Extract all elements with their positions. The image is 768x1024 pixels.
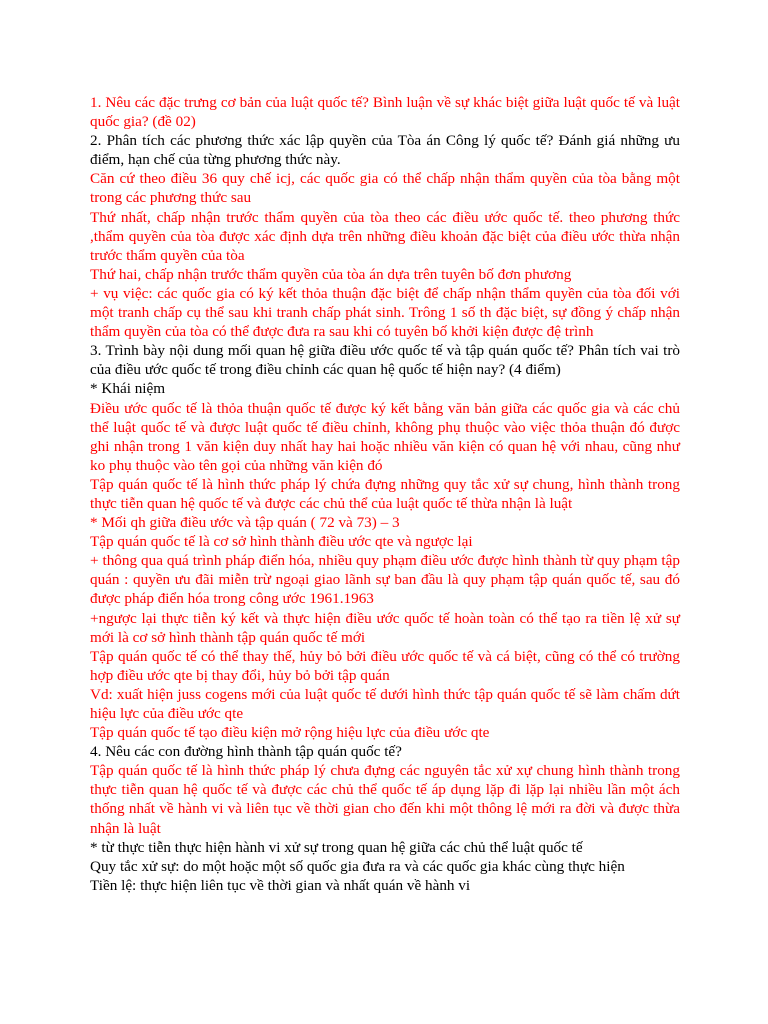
paragraph: 4. Nêu các con đường hình thành tập quán quốc tế? — [90, 743, 402, 761]
paragraph: + thông qua quá trình pháp điển hóa, nhiều quy phạm điều ước được hình thành từ quy phạm tập quán : quyền ưu đãi miễn trừ ngoại giao lãnh sự ban đầu là quy phạm tập quán quốc tế, sau đó được pháp điển hóa trong công ước 1961.1963 — [90, 552, 680, 608]
paragraph: 2. Phân tích các phương thức xác lập quyền của Tòa án Công lý quốc tế? Đánh giá những ưu điểm, hạn chế của từng phương thức này. — [90, 132, 680, 169]
paragraph: Tập quán quốc tế tạo điều kiện mở rộng hiệu lực của điều ước qte — [90, 724, 490, 742]
document-page — [90, 93, 680, 895]
paragraph: + vụ việc: các quốc gia có ký kết thỏa thuận đặc biệt để chấp nhận thẩm quyền của tòa đối với một tranh chấp cụ thể sau khi tranh chấp phát sinh. Trông 1 số th đặc biệt, sự đồng ý chấp nhận thẩm quyền của tòa có thể được đưa ra sau khi có tuyên bố khởi kiện được đệ trình — [90, 284, 680, 341]
paragraph: Thứ nhất, chấp nhận trước thẩm quyền của tòa theo các điều ước quốc tế. theo phương thức ,thẩm quyền của tòa được xác định dựa trên những điều khoản đặc biệt của điều ước thừa nhận trước thẩm quyền của tòa — [90, 208, 680, 264]
paragraph: * Mối qh giữa điều ước và tập quán ( 72 và 73) – 3 — [90, 514, 400, 532]
paragraph: Tập quán quốc tế là cơ sở hình thành điều ước qte và ngược lại — [90, 533, 473, 551]
paragraph: Vd: xuất hiện juss cogens mới của luật quốc tế dưới hình thức tập quán quốc tế sẽ làm chấm dứt hiệu lực của điều ước qte — [90, 685, 680, 722]
paragraph: Thứ hai, chấp nhận trước thẩm quyền của tòa án dựa trên tuyên bố đơn phương — [90, 265, 572, 283]
paragraph: Căn cứ theo điều 36 quy chế icj, các quốc gia có thể chấp nhận thẩm quyền của tòa bằng một trong các phương thức sau — [90, 170, 680, 207]
paragraph: * Khái niệm — [90, 380, 166, 398]
paragraph: Tập quán quốc tế là hình thức pháp lý chưa đựng các nguyên tắc xử xự chung hình thành trong thực tiễn quan hệ quốc tế và được các chủ thể quốc tế áp dụng lặp đi lặp lại nhiều lần một ách thống nhất về hành vi và liên tục về thời gian cho đến khi một thông lệ mới ra đời và được thừa nhận là luật — [90, 762, 680, 837]
paragraph: Quy tắc xử sự: do một hoặc một số quốc gia đưa ra và các quốc gia khác cùng thực hiện — [90, 857, 625, 875]
paragraph: 3. Trình bày nội dung mối quan hệ giữa điều ước quốc tế và tập quán quốc tế? Phân tích vai trò của điều ước quốc tế trong điều chỉnh các quan hệ quốc tế hiện nay? (4 điểm) — [90, 342, 680, 379]
paragraph: Tiền lệ: thực hiện liên tục về thời gian và nhất quán về hành vi — [90, 876, 471, 894]
paragraph: Tập quán quốc tế có thể thay thế, hủy bỏ bởi điều ước quốc tế và cá biệt, cũng có thể có trường hợp điều ước qte bị thay đổi, hủy bỏ bởi tập quán — [90, 647, 680, 684]
paragraph: * từ thực tiễn thực hiện hành vi xử sự trong quan hệ giữa các chủ thể luật quốc tế — [90, 838, 583, 856]
paragraph: +ngược lại thực tiễn ký kết và thực hiện điều ước quốc tế hoàn toàn có thể tạo ra tiền lệ xử sự mới là cơ sở hình thành tập quán quốc tế mới — [90, 609, 680, 646]
paragraph: Điều ước quốc tế là thỏa thuận quốc tế được ký kết bằng văn bản giữa các quốc gia và các chủ thể luật quốc tế và được luật quốc tế điều chỉnh, không phụ thuộc vào việc thỏa thuận đó được ghi nhận trong 1 văn kiện duy nhất hay hai hoặc nhiều văn kiện có quan hệ với nhau, cũng như ko phụ thuộc vào tên gọi của những văn kiện đó — [90, 399, 680, 474]
paragraph: Tập quán quốc tế là hình thức pháp lý chứa đựng những quy tắc xử sự chung, hình thành trong thực tiễn quan hệ quốc tế và được các chủ thể của luật quốc tế thừa nhận là luật — [90, 475, 680, 512]
paragraph: 1. Nêu các đặc trưng cơ bản của luật quốc tế? Bình luận về sự khác biệt giữa luật quốc tế và luật quốc gia? (đề 02) — [90, 94, 680, 131]
